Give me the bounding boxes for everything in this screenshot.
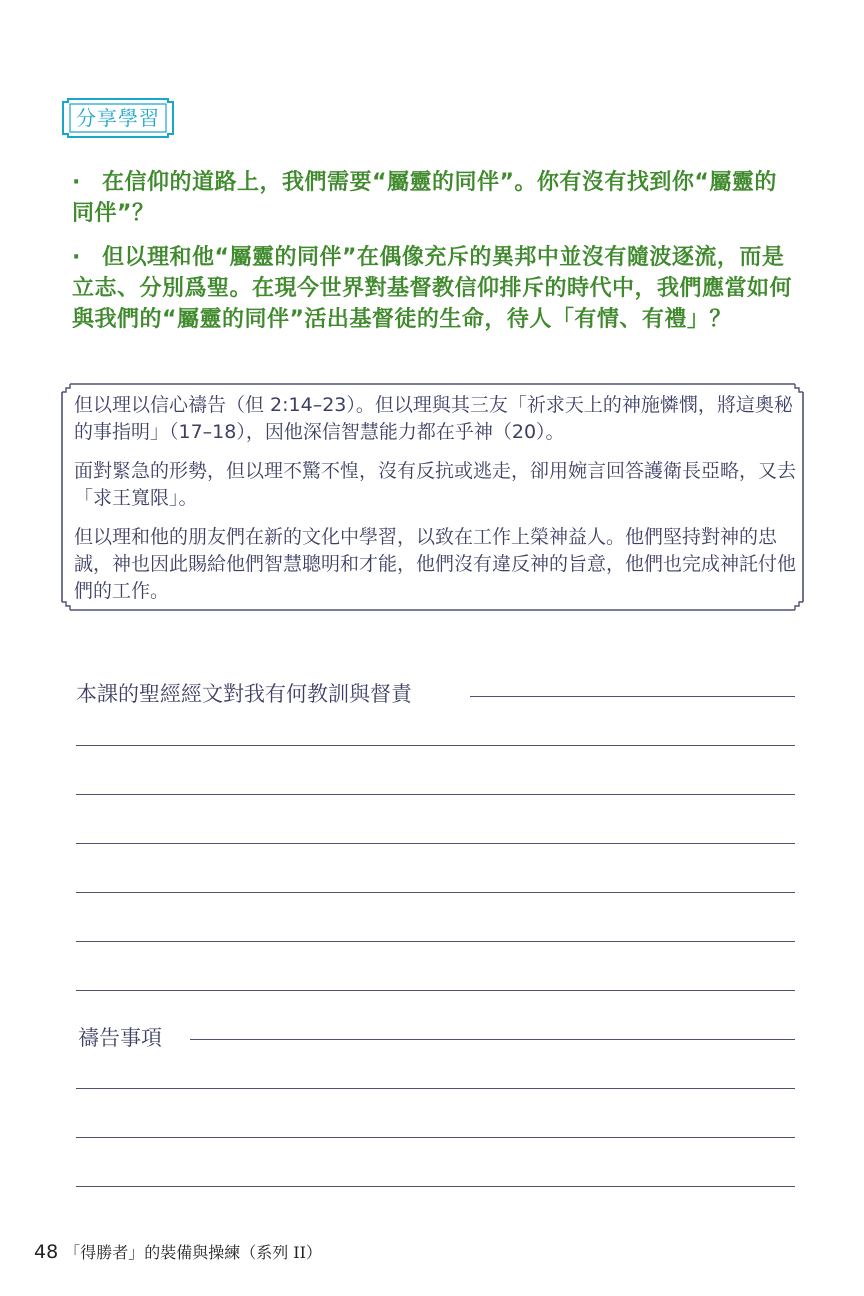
question-text: 但以理和他“屬靈的同伴”在偶像充斥的異邦中並沒有隨波逐流，而是立志、分別爲聖。在現今世界對基督教信仰排斥的時代中，我們應當如何與我們的“屬靈的同伴”活出基督徒的生命，待人「有情、有禮」？ xyxy=(72,245,793,332)
section-title-prayer: 禱告事項 xyxy=(78,1022,162,1052)
writing-line[interactable] xyxy=(76,843,795,844)
writing-line[interactable] xyxy=(470,696,795,697)
question-2 xyxy=(72,242,798,335)
writing-line[interactable] xyxy=(76,1186,795,1187)
question-1 xyxy=(72,167,798,229)
writing-line[interactable] xyxy=(76,745,795,746)
page-footer xyxy=(34,1240,322,1263)
scripture-paragraph: 但以理和他的朋友們在新的文化中學習，以致在工作上榮神益人。他們堅持對神的忠誠，神也因此賜給他們智慧聰明和才能，他們沒有違反神的旨意，他們也完成神託付他們的工作。 xyxy=(74,526,797,602)
question-text: 在信仰的道路上，我們需要“屬靈的同伴”。你有沒有找到你“屬靈的同伴”？ xyxy=(72,170,777,226)
writing-line[interactable] xyxy=(76,990,795,991)
writing-line[interactable] xyxy=(76,1088,795,1089)
writing-line[interactable] xyxy=(76,892,795,893)
bullet: · xyxy=(72,170,81,195)
scripture-box xyxy=(60,382,805,612)
page-number: 48 xyxy=(34,1241,59,1263)
writing-line[interactable] xyxy=(76,1137,795,1138)
bullet: · xyxy=(72,245,81,270)
writing-line[interactable] xyxy=(190,1039,795,1040)
badge-label: 分享學習 xyxy=(76,106,160,130)
book-title: 「得勝者」的裝備與操練（系列 II） xyxy=(64,1243,322,1262)
writing-line[interactable] xyxy=(76,794,795,795)
section-title-reflection: 本課的聖經經文對我有何教訓與督責 xyxy=(76,678,412,708)
section-badge xyxy=(62,98,174,138)
scripture-paragraph: 但以理以信心禱告（但 2:14–23）。但以理與其三友「祈求天上的神施憐憫，將這奧秘的事指明」（17–18），因他深信智慧能力都在乎神（20）。 xyxy=(74,394,793,443)
scripture-paragraph: 面對緊急的形勢，但以理不驚不惶，沒有反抗或逃走，卻用婉言回答護衛長亞略，又去「求王寬限」。 xyxy=(74,460,797,509)
writing-line[interactable] xyxy=(76,941,795,942)
